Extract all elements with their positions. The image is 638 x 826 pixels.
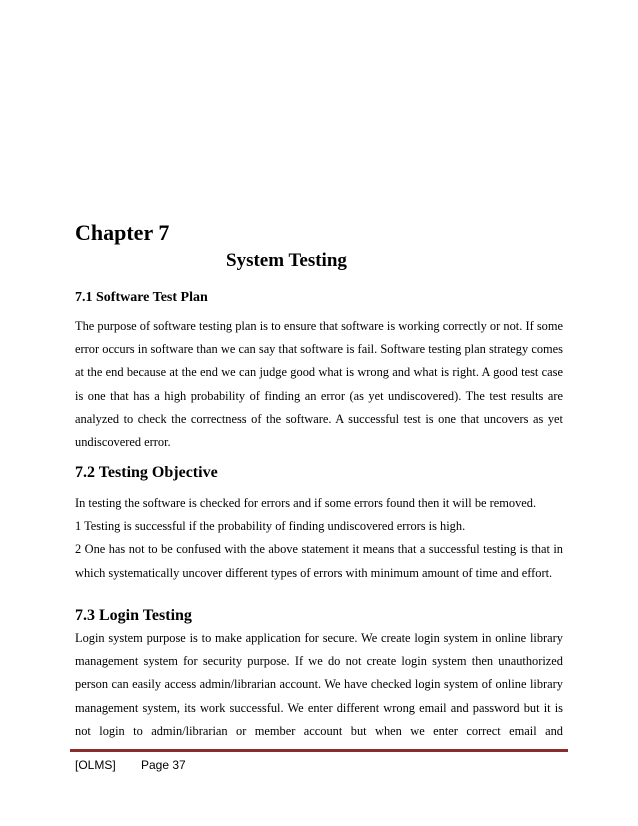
section-software-test-plan <box>75 289 563 454</box>
list-item: 1 Testing is successful if the probability of finding undiscovered errors is high. <box>75 519 466 534</box>
section-paragraph: Login system purpose is to make application for secure. We create login system in online library management system for security purpose. If we do not create login system then unauthorized person can easily access admin/librarian account. We have checked login system of online library management system, its work successful. We enter different wrong email and password but it is not login to admin/librarian or member account but when we enter correct email and <box>75 631 563 738</box>
footer-doc-label: [OLMS] <box>75 758 116 772</box>
section-login-testing <box>75 606 563 743</box>
list-item: 2 One has not to be confused with the above statement it means that a successful testing is that in which systematically uncover different types of errors with minimum amount of time and effort. <box>75 542 563 580</box>
chapter-heading: System Testing <box>226 250 347 271</box>
section-heading: 7.1 Software Test Plan <box>75 290 208 305</box>
page-footer <box>75 757 186 773</box>
footer-divider <box>70 749 568 752</box>
page-number: Page 37 <box>141 758 186 772</box>
section-heading: 7.3 Login Testing <box>75 607 192 624</box>
section-intro: In testing the software is checked for errors and if some errors found then it will be removed. <box>75 496 537 510</box>
chapter-title: Chapter 7 <box>75 220 170 245</box>
section-testing-objective <box>75 463 563 585</box>
section-paragraph: The purpose of software testing plan is to ensure that software is working correctly or not. If some error occurs in software than we can say that software is fail. Software testing plan strategy comes at the end because at the end we can judge good what is wrong and what is right. A good test case is one that has a high probability of finding an error (as yet undiscovered). The test results are analyzed to check the correctness of the software. A successful test is one that uncovers as yet undiscovered error. <box>75 319 563 450</box>
section-heading: 7.2 Testing Objective <box>75 464 218 481</box>
